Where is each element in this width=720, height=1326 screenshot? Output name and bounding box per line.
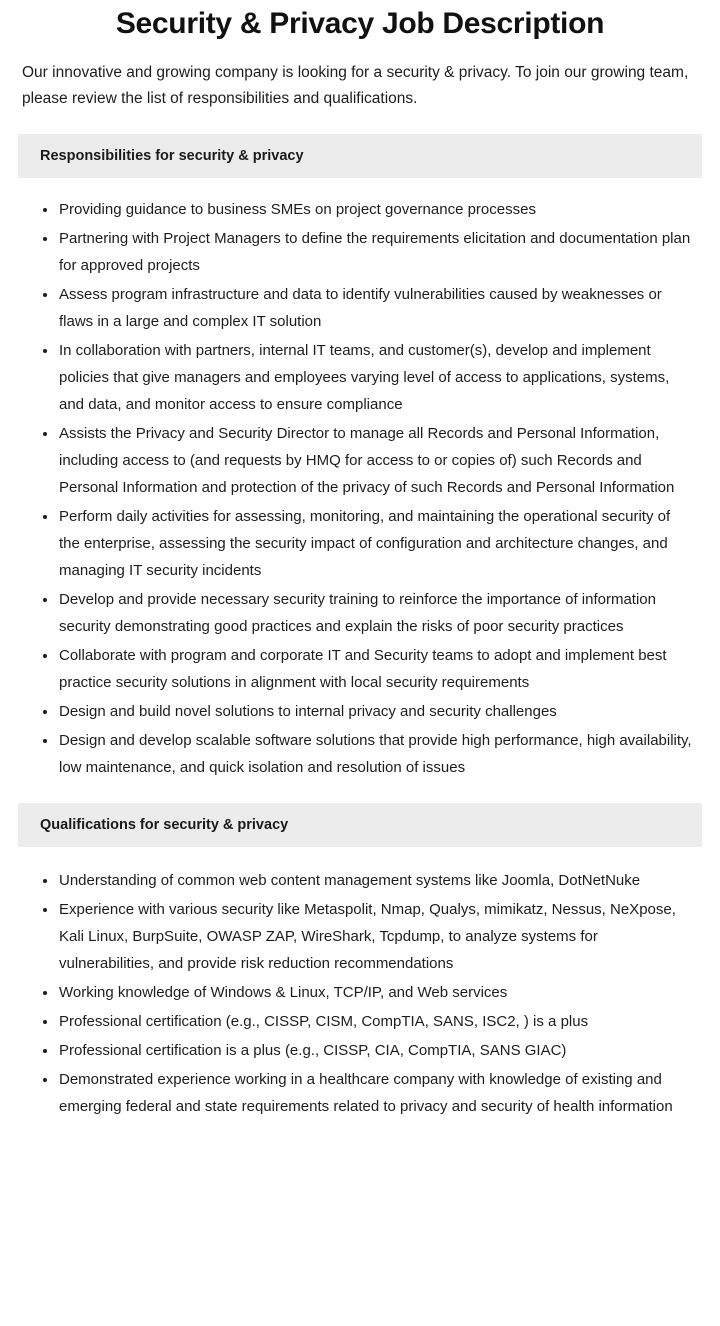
list-item: Professional certification is a plus (e.g., CISSP, CIA, CompTIA, SANS GIAC) <box>18 1037 702 1064</box>
list-item: Perform daily activities for assessing, monitoring, and maintaining the operational security of the enterprise, assessing the security impact of configuration and architecture changes, and managing IT security incidents <box>18 503 702 584</box>
list-item: Professional certification (e.g., CISSP, CISM, CompTIA, SANS, ISC2, ) is a plus <box>18 1008 702 1035</box>
intro-paragraph: Our innovative and growing company is looking for a security & privacy. To join our growing team, please review the list of responsibilities and qualifications. <box>22 64 689 107</box>
list-item: Assists the Privacy and Security Director to manage all Records and Personal Information, including access to (and requests by HMQ for access to or copies of) such Records and Personal Information and protection of the privacy of such Records and Personal Information <box>18 420 702 501</box>
list-item: Understanding of common web content management systems like Joomla, DotNetNuke <box>18 867 702 894</box>
list-item: In collaboration with partners, internal IT teams, and customer(s), develop and implement policies that give managers and employees varying level of access to applications, systems, and data, and monitor access to ensure compliance <box>18 337 702 418</box>
list-item: Design and build novel solutions to internal privacy and security challenges <box>18 698 702 725</box>
section-qualifications <box>18 803 702 1120</box>
list-item: Partnering with Project Managers to define the requirements elicitation and documentation plan for approved projects <box>18 225 702 279</box>
list-item: Demonstrated experience working in a healthcare company with knowledge of existing and emerging federal and state requirements related to privacy and security of health information <box>18 1066 702 1120</box>
page-title: Security & Privacy Job Description <box>115 7 605 40</box>
list-item: Assess program infrastructure and data to identify vulnerabilities caused by weaknesses or flaws in a large and complex IT solution <box>18 281 702 335</box>
responsibilities-list <box>18 178 702 781</box>
list-item: Design and develop scalable software solutions that provide high performance, high availability, low maintenance, and quick isolation and resolution of issues <box>18 727 702 781</box>
list-item: Collaborate with program and corporate IT and Security teams to adopt and implement best practice security solutions in alignment with local security requirements <box>18 642 702 696</box>
list-item: Develop and provide necessary security training to reinforce the importance of information security demonstrating good practices and explain the risks of poor security practices <box>18 586 702 640</box>
section-responsibilities <box>18 134 702 781</box>
section-header-qualifications: Qualifications for security & privacy <box>18 803 702 847</box>
section-header-responsibilities: Responsibilities for security & privacy <box>18 134 702 178</box>
list-item: Experience with various security like Metaspolit, Nmap, Qualys, mimikatz, Nessus, NeXpose, Kali Linux, BurpSuite, OWASP ZAP, WireShark, Tcpdump, to analyze systems for vulnerabilities, and provide risk reduction recommendations <box>18 896 702 977</box>
qualifications-list <box>18 847 702 1120</box>
list-item: Providing guidance to business SMEs on project governance processes <box>18 196 702 223</box>
list-item: Working knowledge of Windows & Linux, TCP/IP, and Web services <box>18 979 702 1006</box>
